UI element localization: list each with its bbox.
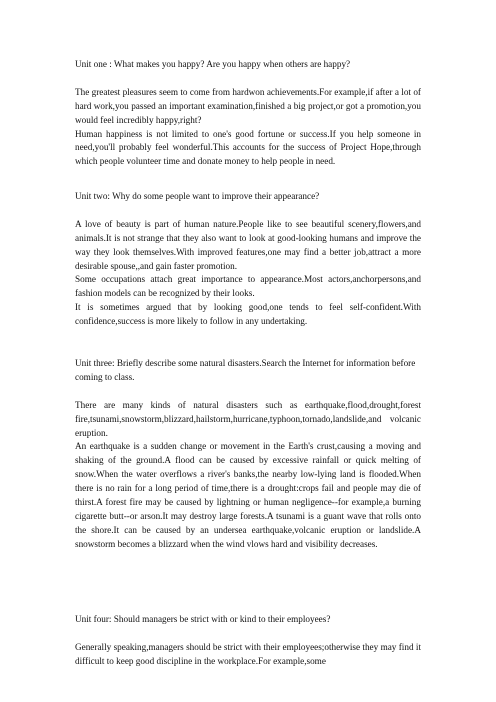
unit-four-section (75, 613, 421, 669)
unit-two-paragraph-1: A love of beauty is part of human nature.People like to see beautiful scenery,flowers,and animals.It is not strange that they also want to look at good-looking humans and improve the way they look themselves.With improved features,one may find a better job,attract a more desirable spouse,,and gain faster promotion. (75, 218, 421, 271)
unit-one-paragraph-2: Human happiness is not limited to one's good fortune or success.If you help someone in need,you'll probably feel wonderful.This accounts for the success of Project Hope,through which people volunteer time and donate money to help people in need. (75, 128, 421, 167)
unit-one-heading: Unit one : What makes you happy? Are you happy when others are happy? (75, 59, 351, 69)
unit-two-section (75, 190, 421, 329)
unit-four-paragraph-1: Generally speaking,managers should be strict with their employees;otherwise they may find it difficult to keep good discipline in the workplace.For example,some (75, 641, 421, 666)
unit-two-heading: Unit two: Why do some people want to improve their appearance? (75, 191, 320, 201)
unit-three-heading: Unit three: Briefly describe some natural disasters.Search the Internet for information before coming to class. (75, 358, 416, 382)
unit-four-heading: Unit four: Should managers be strict with or kind to their employees? (75, 614, 331, 624)
unit-three-paragraph-1: There are many kinds of natural disasters such as earthquake,flood,drought,forest fire,tsunami,snowstorm,blizzard,hailstorm,hurricane,typhoon,tornado,landslide,and volcanic eruption. (75, 399, 421, 438)
unit-one-section (75, 58, 421, 169)
unit-two-paragraph-3: It is sometimes argued that by looking good,one tends to feel self-confident.With confidence,success is more likely to follow in any undertaking. (75, 302, 421, 327)
unit-two-paragraph-2: Some occupations attach great importance to appearance.Most actors,anchorpersons,and fashion models can be recognized by their looks. (75, 274, 421, 299)
unit-one-paragraph-1: The greatest pleasures seem to come from hardwon achievements.For example,if after a lot of hard work,you passed an important examination,finished a big project,or got a promotion,you would feel incredibly happy,right? (75, 86, 421, 125)
unit-three-section (75, 357, 421, 552)
unit-three-paragraph-2: An earthquake is a sudden change or movement in the Earth's crust,causing a moving and shaking of the ground.A flood can be caused by excessive rainfall or quick melting of snow.When the water overflows a river's banks,the nearby low-lying land is flooded.When there is no rain for a long period of time,there is a drought:crops fail and people may die of thirst.A forest fire may be caused by lightning or human negligence--for example,a burning cigarette butt--or arson.It may destroy large forests.A tsunami is a guant wave that rolls onto the shore.It can be caused by an undersea earthquake,volcanic eruption or landslide.A snowstorm becomes a blizzard when the wind vlows hard and visibility decreases. (75, 441, 421, 549)
